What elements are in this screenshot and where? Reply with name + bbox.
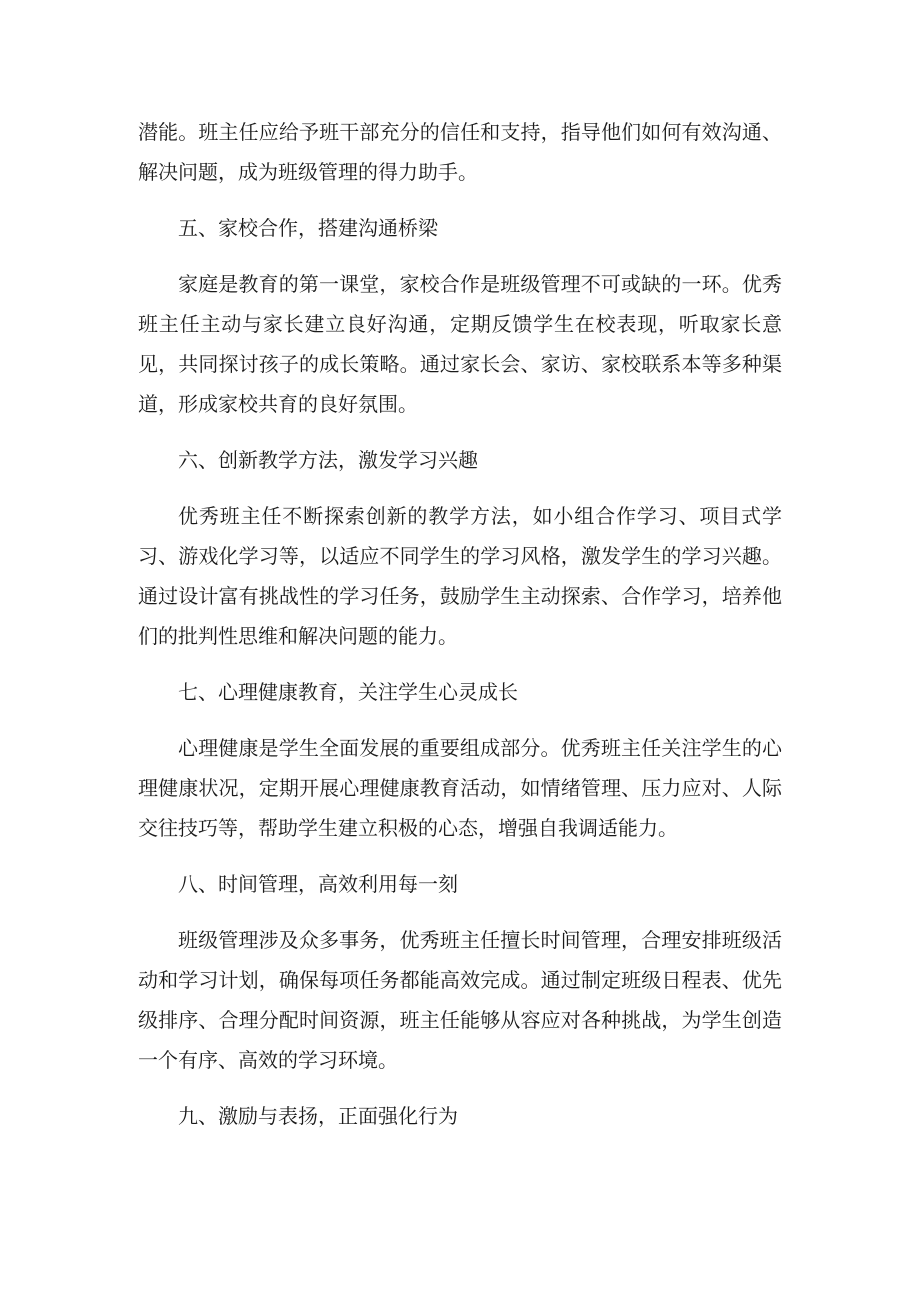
section-8 xyxy=(138,864,782,1080)
continued-paragraph: 潜能。班主任应给予班干部充分的信任和支持，指导他们如何有效沟通、解决问题，成为班级管理的得力助手。 xyxy=(138,120,782,184)
section-heading: 七、心理健康教育，关注学生心灵成长 xyxy=(178,680,518,704)
section-body: 心理健康是学生全面发展的重要组成部分。优秀班主任关注学生的心理健康状况，定期开展心理健康教育活动，如情绪管理、压力应对、人际交往技巧等，帮助学生建立积极的心态，增强自我调适能力。 xyxy=(138,736,782,840)
section-heading: 六、创新教学方法，激发学习兴趣 xyxy=(178,448,478,472)
section-9 xyxy=(138,1096,782,1136)
section-body: 家庭是教育的第一课堂，家校合作是班级管理不可或缺的一环。优秀班主任主动与家长建立良好沟通，定期反馈学生在校表现，听取家长意见，共同探讨孩子的成长策略。通过家长会、家访、家校联系本等多种渠道，形成家校共育的良好氛围。 xyxy=(138,272,782,416)
section-heading: 九、激励与表扬，正面强化行为 xyxy=(178,1104,458,1128)
section-5 xyxy=(138,208,782,424)
section-heading: 八、时间管理，高效利用每一刻 xyxy=(178,872,458,896)
document-page xyxy=(138,112,782,1152)
section-6 xyxy=(138,440,782,656)
section-heading: 五、家校合作，搭建沟通桥梁 xyxy=(178,216,438,240)
section-7 xyxy=(138,672,782,848)
section-body: 班级管理涉及众多事务，优秀班主任擅长时间管理，合理安排班级活动和学习计划，确保每项任务都能高效完成。通过制定班级日程表、优先级排序、合理分配时间资源，班主任能够从容应对各种挑战，为学生创造一个有序、高效的学习环境。 xyxy=(138,928,782,1072)
section-body: 优秀班主任不断探索创新的教学方法，如小组合作学习、项目式学习、游戏化学习等，以适应不同学生的学习风格，激发学生的学习兴趣。通过设计富有挑战性的学习任务，鼓励学生主动探索、合作学习，培养他们的批判性思维和解决问题的能力。 xyxy=(138,504,782,648)
